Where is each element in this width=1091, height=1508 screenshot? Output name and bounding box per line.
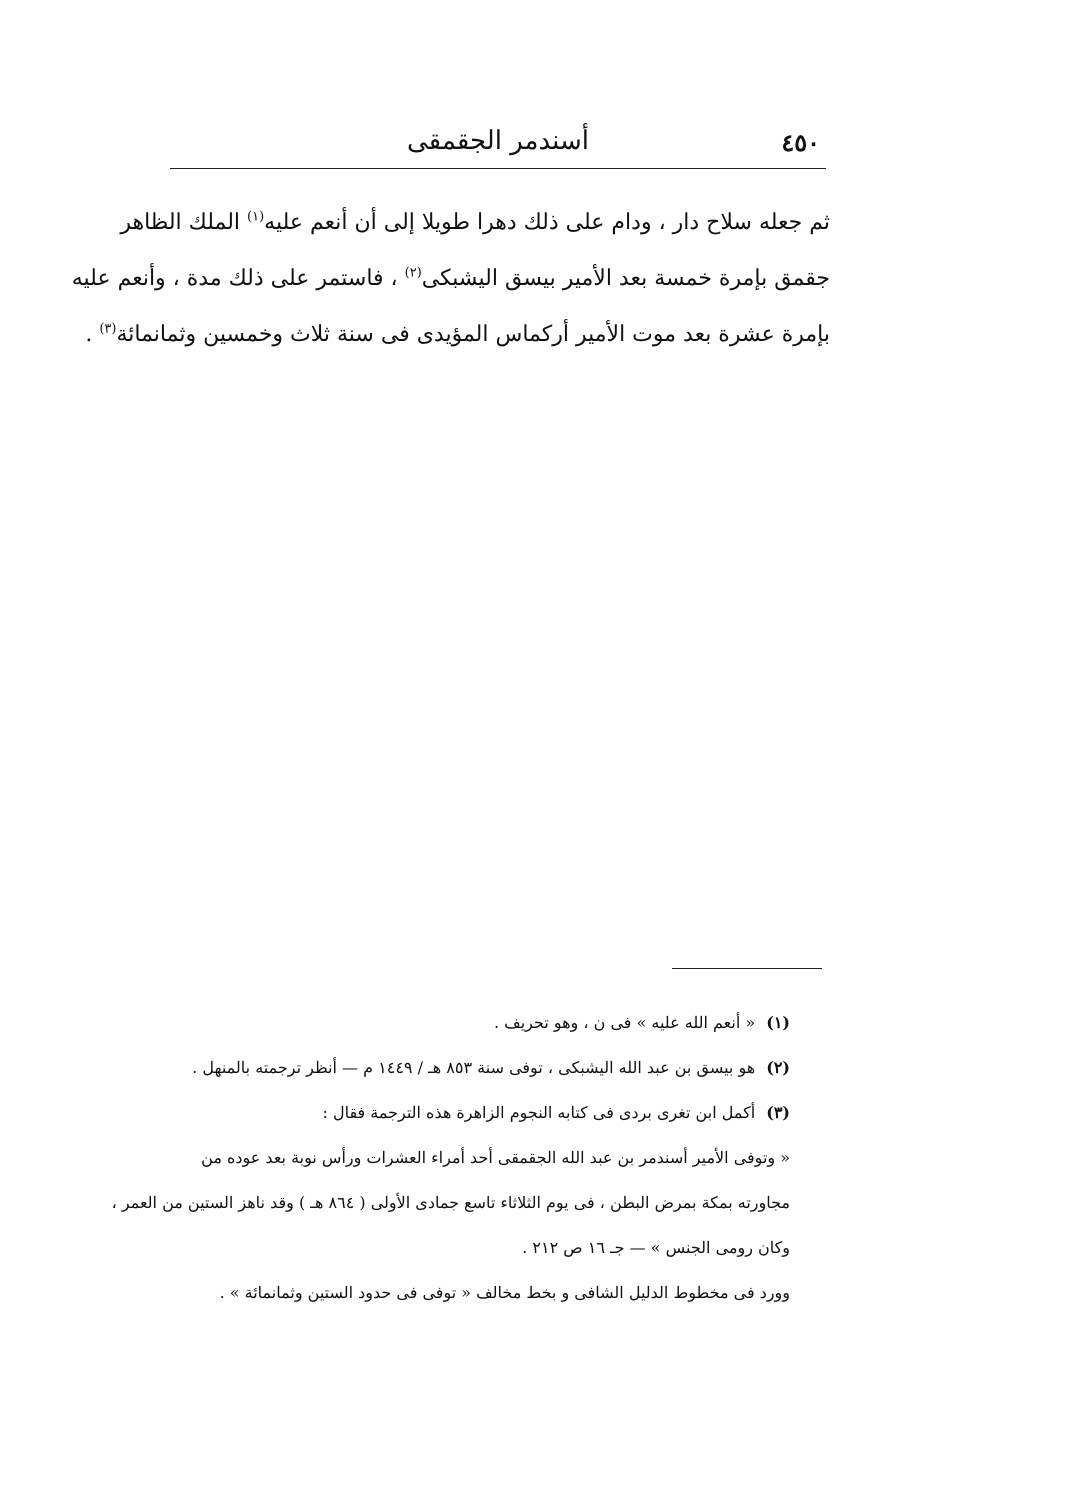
footnote-text: هو بيسق بن عبد الله اليشبكى ، توفى سنة ٨٥٣ هـ / ١٤٤٩ م — أنظر ترجمته بالمنهل .	[192, 1058, 756, 1077]
footnote-item	[150, 1090, 790, 1135]
footnote-rule	[672, 968, 822, 969]
footnote-item	[150, 1000, 790, 1045]
footnote-ref: (٣)	[99, 321, 117, 337]
body-line: ثم جعله سلاح دار ، ودام على ذلك دهرا طويلا إلى أن أنعم عليه$^{(١)}$ الملك الظاهر	[120, 209, 830, 235]
footnote-ref: (١)	[247, 209, 265, 225]
footnote-quote-line: مجاورته بمكة بمرض البطن ، فى يوم الثلاثاء تاسع جمادى الأولى ( ٨٦٤ هـ ) وقد ناهز الستين من العمر ،	[111, 1193, 790, 1212]
footnote-text: « أنعم الله عليه » فى ن ، وهو تحريف .	[493, 1013, 756, 1032]
footnote-quote-line: وورد فى مخطوط الدليل الشافى و بخط مخالف « توفى فى حدود الستين وثمانمائة » .	[219, 1283, 790, 1302]
footnote-text: أكمل ابن تغرى بردى فى كتابه النجوم الزاهرة هذه الترجمة فقال :	[322, 1103, 756, 1122]
body-line: بإمرة عشرة بعد موت الأمير أركماس المؤيدى فى سنة ثلاث وخمسين وثمانمائة$^{(٣)}$ .	[85, 321, 830, 347]
footnote-number: (٢)	[766, 1058, 790, 1077]
page-header	[170, 118, 826, 170]
page-number: ٤٥٠	[781, 128, 820, 157]
footnote-number: (٣)	[766, 1103, 790, 1122]
body-line: جقمق بإمرة خمسة بعد الأمير بيسق اليشبكى$^{(٢)}$ ، فاستمر على ذلك مدة ، وأنعم عليه	[71, 265, 830, 291]
footnote-item	[150, 1045, 790, 1090]
footnote-quote-line: وكان رومى الجنس » — جـ ١٦ ص ٢١٢ .	[522, 1238, 790, 1257]
footnote-ref: (٢)	[404, 265, 422, 281]
running-title: أسندمر الجقمقى	[407, 126, 589, 156]
header-rule	[170, 168, 826, 169]
footnotes	[111, 1000, 790, 1315]
body-text	[71, 195, 830, 363]
footnote-quote-line: « وتوفى الأمير أسندمر بن عبد الله الجقمقى أحد أمراء العشرات ورأس نوبة بعد عوده من	[201, 1148, 790, 1167]
footnote-number: (١)	[766, 1013, 790, 1032]
